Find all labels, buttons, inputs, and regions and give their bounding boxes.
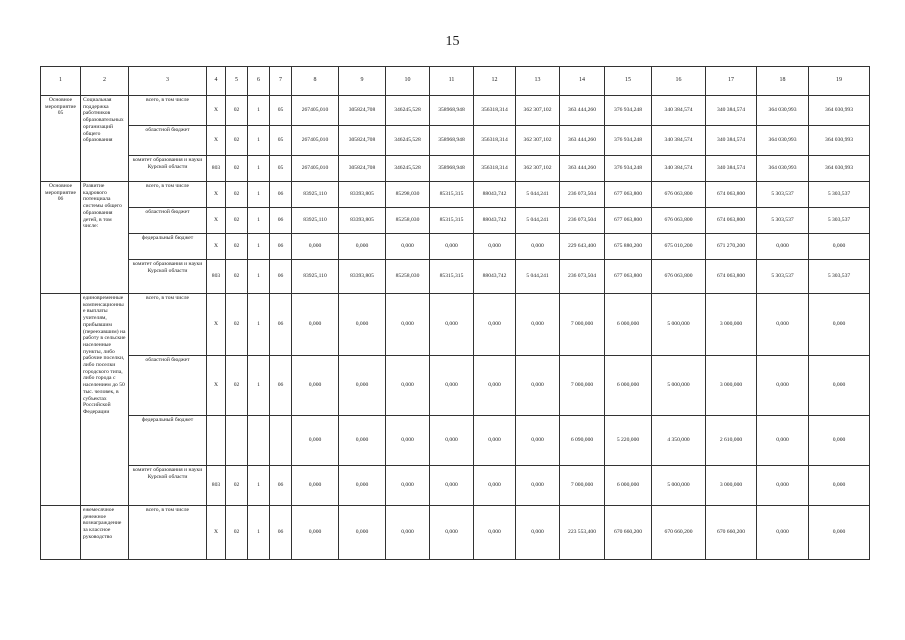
column-number: 19: [809, 67, 870, 96]
amount-cell: 0,000: [809, 506, 870, 560]
amount-cell: 364 030,993: [809, 126, 870, 156]
amount-cell: 267405,010: [292, 96, 339, 126]
amount-cell: 340 384,574: [652, 96, 706, 126]
amount-cell: 5 000,000: [652, 294, 706, 356]
table-row: [41, 208, 870, 234]
budget-code-cell: 06: [270, 466, 292, 506]
amount-cell: 677 063,800: [605, 208, 652, 234]
table-row: [41, 234, 870, 260]
column-number: 7: [270, 67, 292, 96]
amount-cell: 0,000: [386, 234, 430, 260]
funding-source-cell: областной бюджет: [129, 126, 207, 156]
budget-code-cell: 05: [270, 96, 292, 126]
amount-cell: 85298,030: [386, 182, 430, 208]
column-number: 2: [81, 67, 129, 96]
amount-cell: 85315,315: [430, 260, 474, 294]
budget-code-cell: 1: [248, 260, 270, 294]
amount-cell: 0,000: [809, 416, 870, 466]
amount-cell: 362 307,102: [516, 126, 560, 156]
table-row: [41, 96, 870, 126]
amount-cell: 5 220,000: [605, 416, 652, 466]
amount-cell: 267405,010: [292, 156, 339, 182]
amount-cell: 5 044,241: [516, 260, 560, 294]
amount-cell: 670 660,200: [652, 506, 706, 560]
column-number: 11: [430, 67, 474, 96]
funding-source-cell: федеральный бюджет: [129, 234, 207, 260]
amount-cell: 0,000: [516, 416, 560, 466]
amount-cell: 0,000: [516, 234, 560, 260]
table-row: [41, 356, 870, 416]
measure-title-cell: Социальная поддержка работников образовательных организаций общего образования: [81, 96, 129, 182]
amount-cell: 2 610,000: [706, 416, 757, 466]
amount-cell: 356318,314: [474, 156, 516, 182]
amount-cell: 670 660,200: [706, 506, 757, 560]
amount-cell: 7 000,000: [560, 294, 605, 356]
amount-cell: 358968,948: [430, 156, 474, 182]
column-number: 12: [474, 67, 516, 96]
amount-cell: 0,000: [474, 234, 516, 260]
page-number: 15: [445, 34, 460, 49]
amount-cell: 0,000: [386, 416, 430, 466]
budget-code-cell: 02: [226, 156, 248, 182]
budget-code-cell: Х: [207, 126, 226, 156]
amount-cell: 674 063,800: [706, 182, 757, 208]
budget-code-cell: Х: [207, 208, 226, 234]
column-number: 18: [757, 67, 809, 96]
amount-cell: 364 030,993: [757, 156, 809, 182]
amount-cell: 676 063,800: [652, 182, 706, 208]
measure-title-cell: ежемесячное денежное вознаграждение за классное руководство: [81, 506, 129, 560]
budget-code-cell: 1: [248, 126, 270, 156]
budget-code-cell: 06: [270, 234, 292, 260]
table-row: [41, 126, 870, 156]
funding-source-cell: всего, в том числе: [129, 506, 207, 560]
measure-code-cell: [41, 294, 81, 506]
amount-cell: 0,000: [386, 294, 430, 356]
column-number: 17: [706, 67, 757, 96]
amount-cell: 5 303,537: [809, 208, 870, 234]
amount-cell: 0,000: [292, 416, 339, 466]
table-row: [41, 260, 870, 294]
budget-code-cell: 05: [270, 156, 292, 182]
amount-cell: 677 063,800: [605, 182, 652, 208]
column-number-header: [41, 67, 870, 96]
amount-cell: 364 030,993: [757, 126, 809, 156]
budget-code-cell: 06: [270, 506, 292, 560]
budget-code-cell: 02: [226, 260, 248, 294]
amount-cell: 0,000: [809, 294, 870, 356]
amount-cell: 305824,708: [339, 96, 386, 126]
budget-code-cell: 05: [270, 126, 292, 156]
budget-code-cell: Х: [207, 182, 226, 208]
amount-cell: 675 010,200: [652, 234, 706, 260]
budget-code-cell: 1: [248, 294, 270, 356]
funding-source-cell: областной бюджет: [129, 356, 207, 416]
amount-cell: 83925,110: [292, 208, 339, 234]
amount-cell: 346245,528: [386, 156, 430, 182]
amount-cell: 340 384,574: [706, 96, 757, 126]
amount-cell: 0,000: [339, 506, 386, 560]
budget-code-cell: 02: [226, 126, 248, 156]
table-row: [41, 156, 870, 182]
amount-cell: 229 643,400: [560, 234, 605, 260]
amount-cell: 0,000: [430, 294, 474, 356]
budget-code-cell: Х: [207, 506, 226, 560]
budget-code-cell: [248, 416, 270, 466]
amount-cell: 364 030,993: [757, 96, 809, 126]
amount-cell: 0,000: [757, 294, 809, 356]
amount-cell: 88043,742: [474, 208, 516, 234]
amount-cell: 346245,528: [386, 96, 430, 126]
column-number: 13: [516, 67, 560, 96]
table-row: [41, 466, 870, 506]
amount-cell: 362 307,102: [516, 96, 560, 126]
amount-cell: 0,000: [474, 416, 516, 466]
funding-source-cell: областной бюджет: [129, 208, 207, 234]
amount-cell: 356318,314: [474, 126, 516, 156]
amount-cell: 671 270,200: [706, 234, 757, 260]
column-number: 1: [41, 67, 81, 96]
amount-cell: 356318,314: [474, 96, 516, 126]
amount-cell: 376 934,248: [605, 126, 652, 156]
amount-cell: 83925,110: [292, 182, 339, 208]
amount-cell: 5 000,000: [652, 466, 706, 506]
budget-table: [40, 66, 870, 560]
budget-code-cell: 1: [248, 96, 270, 126]
amount-cell: 5 303,537: [757, 208, 809, 234]
amount-cell: 363 444,260: [560, 96, 605, 126]
amount-cell: 358968,948: [430, 96, 474, 126]
amount-cell: 85315,315: [430, 182, 474, 208]
amount-cell: 362 307,102: [516, 156, 560, 182]
amount-cell: 85258,030: [386, 208, 430, 234]
amount-cell: 0,000: [386, 356, 430, 416]
column-number: 14: [560, 67, 605, 96]
table-row: [41, 294, 870, 356]
funding-source-cell: всего, в том числе: [129, 182, 207, 208]
amount-cell: 0,000: [339, 234, 386, 260]
funding-source-cell: всего, в том числе: [129, 294, 207, 356]
amount-cell: 5 303,537: [757, 182, 809, 208]
amount-cell: 0,000: [809, 356, 870, 416]
table-row: [41, 506, 870, 560]
amount-cell: 0,000: [292, 234, 339, 260]
budget-code-cell: 02: [226, 96, 248, 126]
amount-cell: 346245,528: [386, 126, 430, 156]
amount-cell: 236 073,504: [560, 208, 605, 234]
amount-cell: 7 000,000: [560, 466, 605, 506]
amount-cell: 5 044,241: [516, 208, 560, 234]
amount-cell: 0,000: [292, 506, 339, 560]
column-number: 3: [129, 67, 207, 96]
amount-cell: 364 030,993: [809, 156, 870, 182]
amount-cell: 83393,805: [339, 208, 386, 234]
amount-cell: 4 350,000: [652, 416, 706, 466]
column-number: 10: [386, 67, 430, 96]
measure-code-cell: [41, 506, 81, 560]
amount-cell: 674 063,800: [706, 208, 757, 234]
amount-cell: 5 044,241: [516, 182, 560, 208]
amount-cell: 0,000: [430, 506, 474, 560]
amount-cell: 0,000: [757, 356, 809, 416]
amount-cell: 0,000: [339, 466, 386, 506]
amount-cell: 674 063,800: [706, 260, 757, 294]
budget-code-cell: 06: [270, 260, 292, 294]
budget-code-cell: 1: [248, 182, 270, 208]
table-row: [41, 182, 870, 208]
budget-code-cell: 803: [207, 466, 226, 506]
budget-code-cell: 02: [226, 294, 248, 356]
amount-cell: 0,000: [757, 416, 809, 466]
column-number: 16: [652, 67, 706, 96]
amount-cell: 340 384,574: [706, 156, 757, 182]
amount-cell: 363 444,260: [560, 156, 605, 182]
budget-code-cell: Х: [207, 356, 226, 416]
amount-cell: 0,000: [430, 356, 474, 416]
amount-cell: 3 000,000: [706, 466, 757, 506]
amount-cell: 0,000: [292, 356, 339, 416]
amount-cell: 340 384,574: [652, 156, 706, 182]
amount-cell: 363 444,260: [560, 126, 605, 156]
column-number: 8: [292, 67, 339, 96]
amount-cell: 305824,708: [339, 126, 386, 156]
amount-cell: 83393,805: [339, 182, 386, 208]
budget-code-cell: 02: [226, 234, 248, 260]
amount-cell: 0,000: [809, 466, 870, 506]
amount-cell: 676 063,800: [652, 260, 706, 294]
amount-cell: 0,000: [339, 356, 386, 416]
budget-code-cell: 02: [226, 208, 248, 234]
amount-cell: 0,000: [430, 234, 474, 260]
column-number: 15: [605, 67, 652, 96]
budget-code-cell: 06: [270, 356, 292, 416]
measure-title-cell: единовременные компенсационные выплаты учителям, прибывшим (переехавшим) на работу в сельские населенные пункты, либо рабочие поселки, либо поселки городского типа, либо города с населением до 50 тыс. человек, в субъектах Российской Федерации: [81, 294, 129, 506]
column-number: 9: [339, 67, 386, 96]
measure-code-cell: Основное мероприятие 06: [41, 182, 81, 294]
amount-cell: 88043,742: [474, 182, 516, 208]
amount-cell: 340 384,574: [652, 126, 706, 156]
amount-cell: 0,000: [430, 466, 474, 506]
budget-code-cell: 02: [226, 466, 248, 506]
amount-cell: 0,000: [516, 294, 560, 356]
amount-cell: 676 063,800: [652, 208, 706, 234]
amount-cell: 88043,742: [474, 260, 516, 294]
amount-cell: 0,000: [292, 294, 339, 356]
amount-cell: 5 303,537: [757, 260, 809, 294]
amount-cell: 3 000,000: [706, 356, 757, 416]
amount-cell: 0,000: [292, 466, 339, 506]
amount-cell: 677 063,800: [605, 260, 652, 294]
budget-code-cell: 1: [248, 156, 270, 182]
funding-source-cell: комитет образования и науки Курской области: [129, 466, 207, 506]
budget-code-cell: 803: [207, 156, 226, 182]
amount-cell: 6 000,000: [605, 466, 652, 506]
column-number: 5: [226, 67, 248, 96]
amount-cell: 7 000,000: [560, 356, 605, 416]
amount-cell: 670 660,200: [605, 506, 652, 560]
budget-code-cell: 803: [207, 260, 226, 294]
amount-cell: 5 303,537: [809, 182, 870, 208]
amount-cell: 0,000: [386, 466, 430, 506]
funding-source-cell: комитет образования и науки Курской области: [129, 260, 207, 294]
amount-cell: 85315,315: [430, 208, 474, 234]
column-number: 4: [207, 67, 226, 96]
amount-cell: 267405,010: [292, 126, 339, 156]
amount-cell: 5 303,537: [809, 260, 870, 294]
amount-cell: 358968,948: [430, 126, 474, 156]
budget-code-cell: Х: [207, 234, 226, 260]
table-row: [41, 416, 870, 466]
funding-source-cell: федеральный бюджет: [129, 416, 207, 466]
budget-code-cell: 06: [270, 208, 292, 234]
amount-cell: 364 030,993: [809, 96, 870, 126]
amount-cell: 0,000: [757, 466, 809, 506]
amount-cell: 6 000,000: [605, 356, 652, 416]
budget-code-cell: Х: [207, 294, 226, 356]
budget-code-cell: 1: [248, 466, 270, 506]
measure-code-cell: Основное мероприятие 05: [41, 96, 81, 182]
amount-cell: 0,000: [809, 234, 870, 260]
amount-cell: 83393,805: [339, 260, 386, 294]
amount-cell: 0,000: [474, 506, 516, 560]
amount-cell: 340 384,574: [706, 126, 757, 156]
amount-cell: 5 000,000: [652, 356, 706, 416]
amount-cell: 0,000: [757, 506, 809, 560]
budget-code-cell: 1: [248, 506, 270, 560]
amount-cell: 376 934,248: [605, 96, 652, 126]
amount-cell: 0,000: [516, 356, 560, 416]
amount-cell: 0,000: [757, 234, 809, 260]
budget-code-cell: [207, 416, 226, 466]
budget-code-cell: 06: [270, 294, 292, 356]
budget-code-cell: [270, 416, 292, 466]
amount-cell: 675 880,200: [605, 234, 652, 260]
amount-cell: 3 000,000: [706, 294, 757, 356]
budget-code-cell: [226, 416, 248, 466]
budget-code-cell: 02: [226, 356, 248, 416]
amount-cell: 83925,110: [292, 260, 339, 294]
budget-code-cell: Х: [207, 96, 226, 126]
funding-source-cell: всего, в том числе: [129, 96, 207, 126]
funding-source-cell: комитет образования и науки Курской области: [129, 156, 207, 182]
amount-cell: 85258,030: [386, 260, 430, 294]
budget-code-cell: 1: [248, 234, 270, 260]
amount-cell: 305824,708: [339, 156, 386, 182]
budget-code-cell: 1: [248, 208, 270, 234]
amount-cell: 0,000: [474, 356, 516, 416]
amount-cell: 223 553,400: [560, 506, 605, 560]
amount-cell: 0,000: [386, 506, 430, 560]
budget-code-cell: 1: [248, 356, 270, 416]
amount-cell: 0,000: [516, 506, 560, 560]
budget-code-cell: 06: [270, 182, 292, 208]
column-number: 6: [248, 67, 270, 96]
amount-cell: 0,000: [339, 416, 386, 466]
amount-cell: 0,000: [474, 466, 516, 506]
budget-code-cell: 02: [226, 506, 248, 560]
amount-cell: 236 073,504: [560, 260, 605, 294]
amount-cell: 0,000: [474, 294, 516, 356]
amount-cell: 0,000: [516, 466, 560, 506]
budget-code-cell: 02: [226, 182, 248, 208]
amount-cell: 6 000,000: [605, 294, 652, 356]
amount-cell: 376 934,248: [605, 156, 652, 182]
measure-title-cell: Развитие кадрового потенциала системы общего образования детей, в том числе:: [81, 182, 129, 294]
amount-cell: 0,000: [339, 294, 386, 356]
amount-cell: 236 073,504: [560, 182, 605, 208]
amount-cell: 0,000: [430, 416, 474, 466]
amount-cell: 6 090,000: [560, 416, 605, 466]
